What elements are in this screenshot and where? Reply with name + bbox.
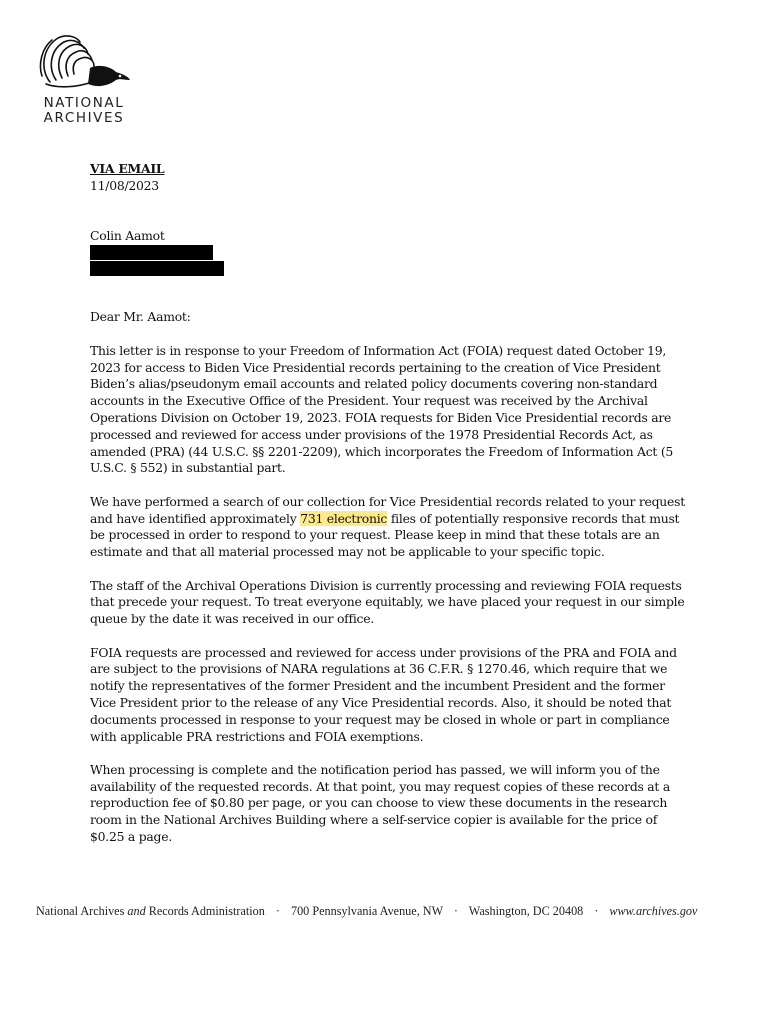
footer-separator: · xyxy=(594,904,599,918)
letter-body xyxy=(90,161,690,862)
eagle-logo-icon xyxy=(36,30,132,94)
paragraph-1: This letter is in response to your Freedom of Information Act (FOIA) request dated October 19, 2023 for access to Biden Vice Presidential records pertaining to the creation of Vice President Biden’s alias/pseudonym email accounts and related policy documents covering non-standard accounts in the Executive Office of the President. Your request was received by the Archival Operations Division on October 19, 2023. FOIA requests for Biden Vice Presidential records are processed and reviewed for access under provisions of the 1978 Presidential Records Act, as amended (PRA) (44 U.S.C. §§ 2201-2209), which incorporates the Freedom of Information Act (5 U.S.C. § 552) in substantial part. xyxy=(90,342,674,476)
footer-org-part-b: Records Administration xyxy=(145,904,265,918)
footer-address: 700 Pennsylvania Avenue, NW xyxy=(290,904,443,918)
footer-org-name xyxy=(36,904,265,918)
recipient-name: Colin Aamot xyxy=(90,227,165,243)
footer-separator: · xyxy=(453,904,458,918)
footer-separator: · xyxy=(275,904,280,918)
redacted-address-line-1 xyxy=(90,245,213,260)
letter-date: 11/08/2023 xyxy=(90,177,159,193)
logo-line-archives: ARCHIVES xyxy=(43,110,125,126)
paragraph-2 xyxy=(90,494,690,561)
salutation: Dear Mr. Aamot: xyxy=(90,309,191,325)
redacted-address-line-2 xyxy=(90,261,224,276)
paragraph-4: FOIA requests are processed and reviewed for access under provisions of the PRA and FOIA and are subject to the provisions of NARA regulations at 36 C.F.R. § 1270.46, which require that we notify the representatives of the former President and the incumbent President and the former Vice President prior to the release of any Vice Presidential records. Also, it should be noted that documents processed in response to your request may be closed in whole or part in compliance with applicable PRA restrictions and FOIA exemptions. xyxy=(90,644,677,744)
letterhead-footer xyxy=(36,904,736,919)
highlighted-count: 731 electronic xyxy=(300,510,388,526)
footer-website: www.archives.gov xyxy=(609,904,698,918)
via-email-label: VIA EMAIL xyxy=(90,161,165,176)
paragraph-3: The staff of the Archival Operations Division is currently processing and reviewing FOIA requests that precede your request. To treat everyone equitably, we have placed your request in our simple queue by the date it was received in our office. xyxy=(90,577,685,627)
logo-line-national: NATIONAL xyxy=(43,95,125,111)
paragraph-2-text-b: files of potentially responsive records that must be processed in order to respond to your request. Please keep in mind that these totals are an estimate and that all material processed may not be applicable to your specific topic. xyxy=(90,510,680,560)
footer-org-and: and xyxy=(127,904,146,918)
paragraph-2-text-a: We have performed a search of our collection for Vice Presidential records related to your request and have identified approximately xyxy=(90,493,685,526)
paragraph-5: When processing is complete and the notification period has passed, we will inform you of the availability of the requested records. At that point, you may request copies of these records at a reproduction fee of $0.80 per page, or you can choose to view these documents in the research room in the National Archives Building where a self-service copier is available for the price of $0.25 a page. xyxy=(90,761,670,845)
footer-city: Washington, DC 20408 xyxy=(468,904,584,918)
footer-org-part-a: National Archives xyxy=(36,904,128,918)
national-archives-logo xyxy=(34,30,134,128)
